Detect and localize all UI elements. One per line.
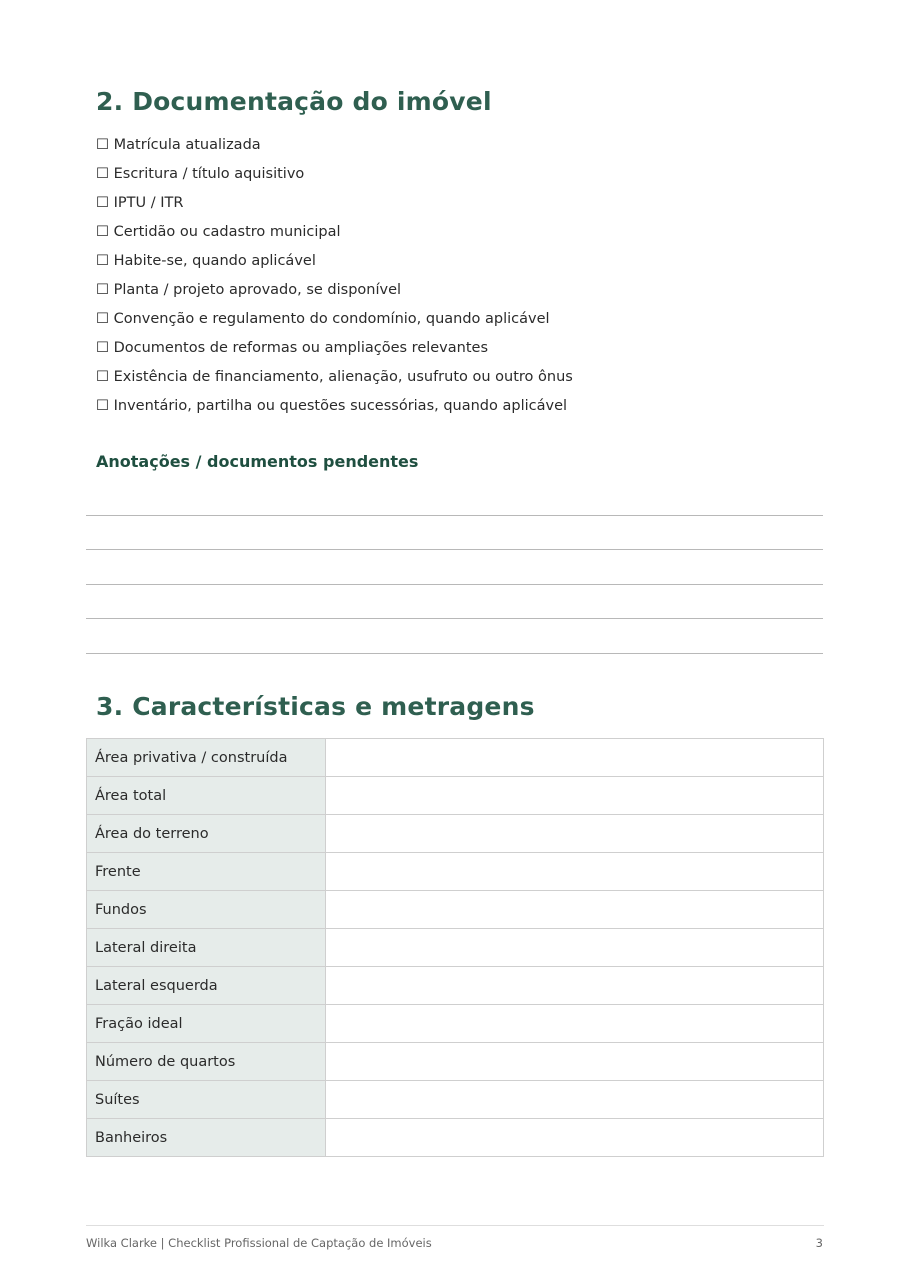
table-row <box>87 1119 824 1157</box>
table-row <box>87 739 824 777</box>
row-label: Lateral esquerda <box>87 967 326 1005</box>
note-line[interactable] <box>86 619 823 654</box>
table-row <box>87 853 824 891</box>
checklist-item[interactable]: ☐ Documentos de reformas ou ampliações relevantes <box>96 340 489 356</box>
section-title-documentation: 2. Documentação do imóvel <box>96 87 492 116</box>
table-row <box>87 1043 824 1081</box>
row-label: Área do terreno <box>87 815 326 853</box>
row-label: Número de quartos <box>87 1043 326 1081</box>
section-title-characteristics: 3. Características e metragens <box>96 692 535 721</box>
row-value-field[interactable] <box>326 929 824 967</box>
table-row <box>87 1005 824 1043</box>
row-value-field[interactable] <box>326 815 824 853</box>
table-row <box>87 815 824 853</box>
table-row <box>87 777 824 815</box>
table-row <box>87 1081 824 1119</box>
row-value-field[interactable] <box>326 967 824 1005</box>
checklist-item[interactable]: ☐ Existência de financiamento, alienação, usufruto ou outro ônus <box>96 369 573 385</box>
checklist-item[interactable]: ☐ Planta / projeto aprovado, se disponível <box>96 282 402 298</box>
row-value-field[interactable] <box>326 1005 824 1043</box>
row-value-field[interactable] <box>326 777 824 815</box>
note-line[interactable] <box>86 585 823 620</box>
row-value-field[interactable] <box>326 739 824 777</box>
notes-writing-area <box>86 481 823 654</box>
row-label: Área privativa / construída <box>87 739 326 777</box>
checklist-item[interactable]: ☐ Inventário, partilha ou questões sucessórias, quando aplicável <box>96 398 568 414</box>
row-value-field[interactable] <box>326 891 824 929</box>
checklist-item[interactable]: ☐ Matrícula atualizada <box>96 137 261 153</box>
footer-text: Wilka Clarke | Checklist Profissional de Captação de Imóveis <box>86 1236 432 1250</box>
note-line[interactable] <box>86 516 823 551</box>
row-label: Banheiros <box>87 1119 326 1157</box>
table-row <box>87 891 824 929</box>
table-row <box>87 929 824 967</box>
measurements-table <box>86 738 824 1157</box>
row-label: Suítes <box>87 1081 326 1119</box>
page-number: 3 <box>815 1236 823 1250</box>
row-label: Frente <box>87 853 326 891</box>
note-line[interactable] <box>86 481 823 516</box>
row-value-field[interactable] <box>326 1081 824 1119</box>
table-row <box>87 967 824 1005</box>
checklist-item[interactable]: ☐ Habite-se, quando aplicável <box>96 253 316 269</box>
row-label: Área total <box>87 777 326 815</box>
row-value-field[interactable] <box>326 853 824 891</box>
row-label: Lateral direita <box>87 929 326 967</box>
documentation-checklist <box>96 135 573 425</box>
row-value-field[interactable] <box>326 1119 824 1157</box>
footer-divider <box>86 1225 824 1226</box>
notes-heading: Anotações / documentos pendentes <box>96 452 419 471</box>
checklist-item[interactable]: ☐ IPTU / ITR <box>96 195 184 211</box>
row-label: Fração ideal <box>87 1005 326 1043</box>
checklist-item[interactable]: ☐ Escritura / título aquisitivo <box>96 166 305 182</box>
row-value-field[interactable] <box>326 1043 824 1081</box>
checklist-item[interactable]: ☐ Convenção e regulamento do condomínio, quando aplicável <box>96 311 550 327</box>
row-label: Fundos <box>87 891 326 929</box>
note-line[interactable] <box>86 550 823 585</box>
checklist-item[interactable]: ☐ Certidão ou cadastro municipal <box>96 224 341 240</box>
